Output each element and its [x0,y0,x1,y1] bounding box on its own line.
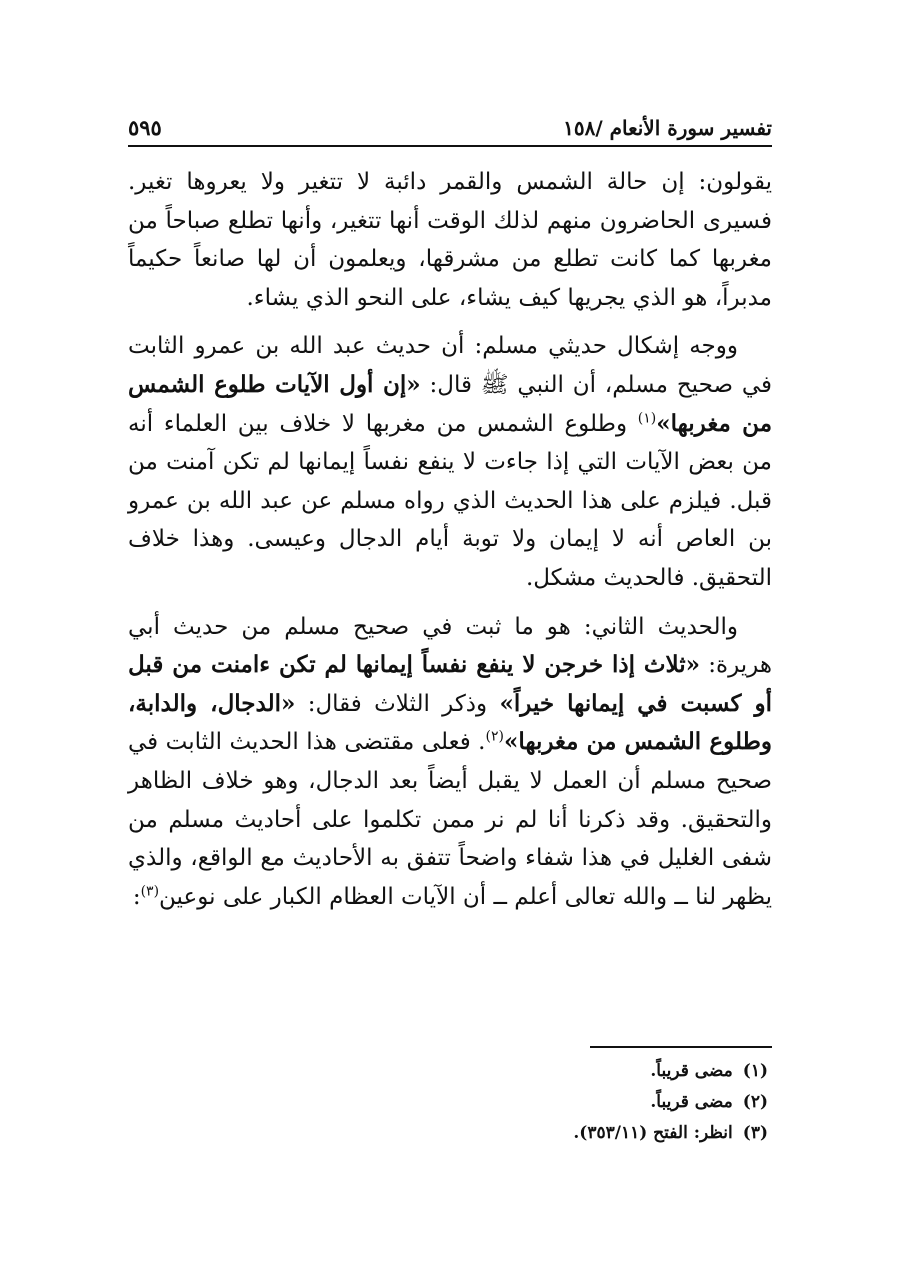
paragraph-1 [128,163,772,317]
paragraph-3-text: . فعلى مقتضى هذا الحديث الثابت في صحيح مسلم أن العمل لا يقبل أيضاً بعد الدجال، وهو خلاف الظاهر والتحقيق. وقد ذكرنا أنا لم نر ممن تكلموا على أحاديث مسلم من شفى الغليل في هذا شفاء واضحاً تتفق به الأحاديث مع الواقع، والذي يظهر لنا ــ والله تعالى أعلم ــ أن الآيات العظام الكبار على نوعين [128,729,772,910]
header-divider [128,145,772,147]
footnote-number: (٢) [742,1092,768,1112]
paragraph-3-intro: والحديث الثاني: هو ما ثبت في صحيح مسلم من حديث أبي هريرة: [128,613,772,679]
hadith-quote-3: «الدجال، والدابة، وطلوع الشمس من مغربها» [128,689,772,756]
page-number: ٥٩٥ [128,115,162,140]
paragraph-2-intro: ووجه إشكال حديثي مسلم: أن حديث عبد الله بن عمرو الثابت في صحيح مسلم، أن النبي ﷺ قال: [128,333,772,398]
paragraph-1-text: يقولون: إن حالة الشمس والقمر دائبة لا تتغير ولا يعروها تغير. فسيرى الحاضرون منهم لذلك الوقت أنها تتغير، وأنها تطلع صباحاً من مغربها كما كانت تطلع من مشرقها، ويعلمون أن لها صانعاً حكيماً مدبراً، هو الذي يجريها كيف يشاء، على النحو الذي يشاء. [128,169,772,311]
footnote-2 [128,1087,768,1118]
paragraph-2 [128,327,772,597]
footnote-ref-2[interactable]: (٢) [485,728,504,745]
hadith-quote-1: «إن أول الآيات طلوع الشمس من مغربها» [128,370,773,437]
footnote-number: (١) [742,1061,768,1081]
paragraph-2-text: وطلوع الشمس من مغربها لا خلاف بين العلماء أنه من بعض الآيات التي إذا جاءت لا ينفع نفساً إيمانها لم تكن آمنت من قبل. فيلزم على هذا الحديث الذي رواه مسلم عن عبد الله بن عمرو بن العاص أنه لا إيمان ولا توبة أيام الدجال وعيسى. وهذا خلاف التحقيق. فالحديث مشكل. [128,410,772,591]
footnote-1 [128,1056,768,1087]
paragraph-3-mid: وذكر الثلاث فقال: [295,690,500,717]
running-title: تفسير سورة الأنعام /١٥٨ [563,116,772,140]
paragraph-3 [128,608,772,917]
footnote-ref-3[interactable]: (٣) [140,883,160,900]
hadith-quote-2: «ثلاث إذا خرجن لا ينفع نفساً إيمانها لم تكن ءامنت من قبل أو كسبت في إيمانها خيراً» [128,651,772,717]
footnote-3 [128,1118,768,1149]
paragraph-3-end: : [132,883,141,910]
main-text [128,163,772,926]
footnote-divider [590,1046,772,1048]
page-header [128,106,772,140]
footnote-ref-1[interactable]: (١) [637,409,657,426]
footnote-text: انظر: الفتح (٣٥٣/١١). [573,1123,733,1143]
footnote-text: مضى قريباً. [650,1092,733,1112]
footnote-text: مضى قريباً. [650,1061,733,1081]
footnote-number: (٣) [742,1123,768,1143]
footnotes [128,1056,768,1149]
